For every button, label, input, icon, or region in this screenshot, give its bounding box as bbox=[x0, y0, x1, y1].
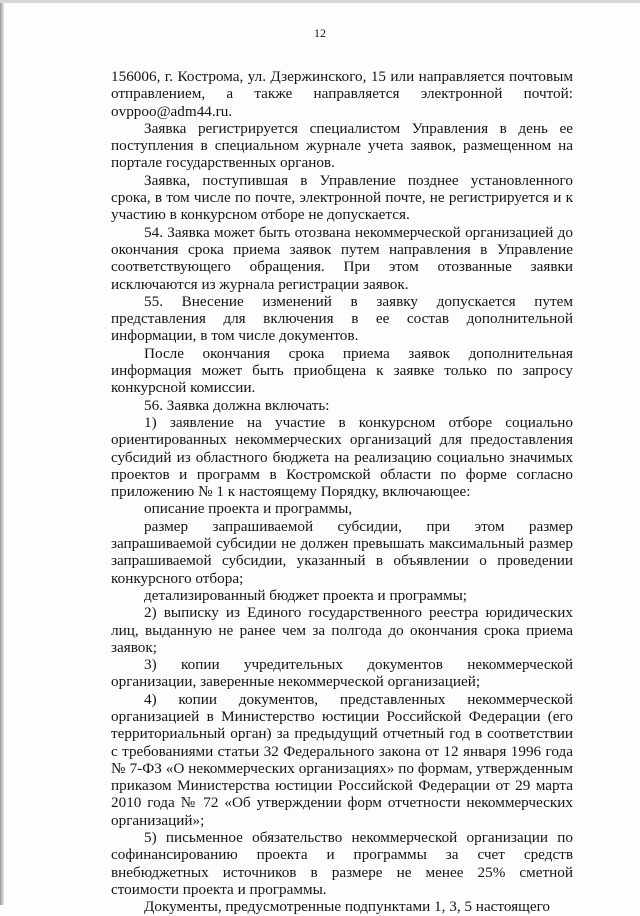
paragraph: 1) заявление на участие в конкурсном отборе социально ориентированных некоммерческих организаций для предоставления субсидий из областного бюджета на реализацию социально значимых проектов и программ в Костромской области по форме согласно приложению № 1 к настоящему Порядку, включающее: bbox=[111, 413, 573, 501]
paragraph: Документы, предусмотренные подпунктами 1, 3, 5 настоящего bbox=[144, 898, 551, 916]
paragraph: После окончания срока приема заявок дополнительная информация может быть приобщена к заявке только по запросу конкурсной комиссии. bbox=[111, 344, 573, 397]
paragraph: 56. Заявка должна включать: bbox=[144, 396, 330, 414]
paragraph: 55. Внесение изменений в заявку допускается путем представления для включения в ее состав дополнительной информации, в том числе документов. bbox=[111, 292, 573, 345]
scan-edge-top bbox=[0, 0, 640, 3]
paragraph: 156006, г. Кострома, ул. Дзержинского, 15 или направляется почтовым отправлением, а также направляется электронной почтой: ovppoo@adm44.ru. bbox=[111, 68, 573, 120]
paragraph: 54. Заявка может быть отозвана некоммерческой организацией до окончания срока приема заявок путем направления в Управление соответствующего обращения. При этом отозванные заявки исключаются из журнала регистрации заявок. bbox=[111, 223, 573, 293]
paragraph: Заявка регистрируется специалистом Управления в день ее поступления в специальном журнале учета заявок, размещенном на портале государственных органов. bbox=[111, 119, 573, 172]
paragraph: 3) копии учредительных документов некоммерческой организации, заверенные некоммерческой организацией; bbox=[111, 656, 573, 691]
paragraph: описание проекта и программы, bbox=[144, 500, 353, 518]
paragraph: размер запрашиваемой субсидии, при этом размер запрашиваемой субсидии не должен превышать максимальный размер запрашиваемой субсидии, указанный в объявлении о проведении конкурсного отбора; bbox=[111, 517, 573, 587]
document-body bbox=[111, 68, 573, 916]
paragraph: 5) письменное обязательство некоммерческой организации по софинансированию проекта и программы за счет средств внебюджетных источников в размере не менее 25% сметной стоимости проекта и программы. bbox=[111, 829, 573, 898]
scan-edge bbox=[0, 0, 4, 905]
paragraph: Заявка, поступившая в Управление позднее установленного срока, в том числе по почте, электронной почте, не регистрируется и к участию в конкурсном отборе не допускается. bbox=[111, 171, 573, 224]
paragraph: 4) копии документов, представленных некоммерческой организацией в Министерство юстиции Российской Федерации (его территориальный орган) за предыдущий отчетный год в соответствии с требованиями статьи 32 Федерального закона от 12 января 1996 года № 7-ФЗ «О некоммерческих организациях» по формам, утвержденным приказом Министерства юстиции Российской Федерации от 29 марта 2010 года № 72 «Об утверждении форм отчетности некоммерческих организаций»; bbox=[111, 690, 573, 829]
paragraph: 2) выписку из Единого государственного реестра юридических лиц, выданную не ранее чем за полгода до окончания срока приема заявок; bbox=[111, 604, 573, 656]
paragraph: детализированный бюджет проекта и программы; bbox=[144, 586, 468, 604]
page-number: 12 bbox=[314, 26, 326, 40]
